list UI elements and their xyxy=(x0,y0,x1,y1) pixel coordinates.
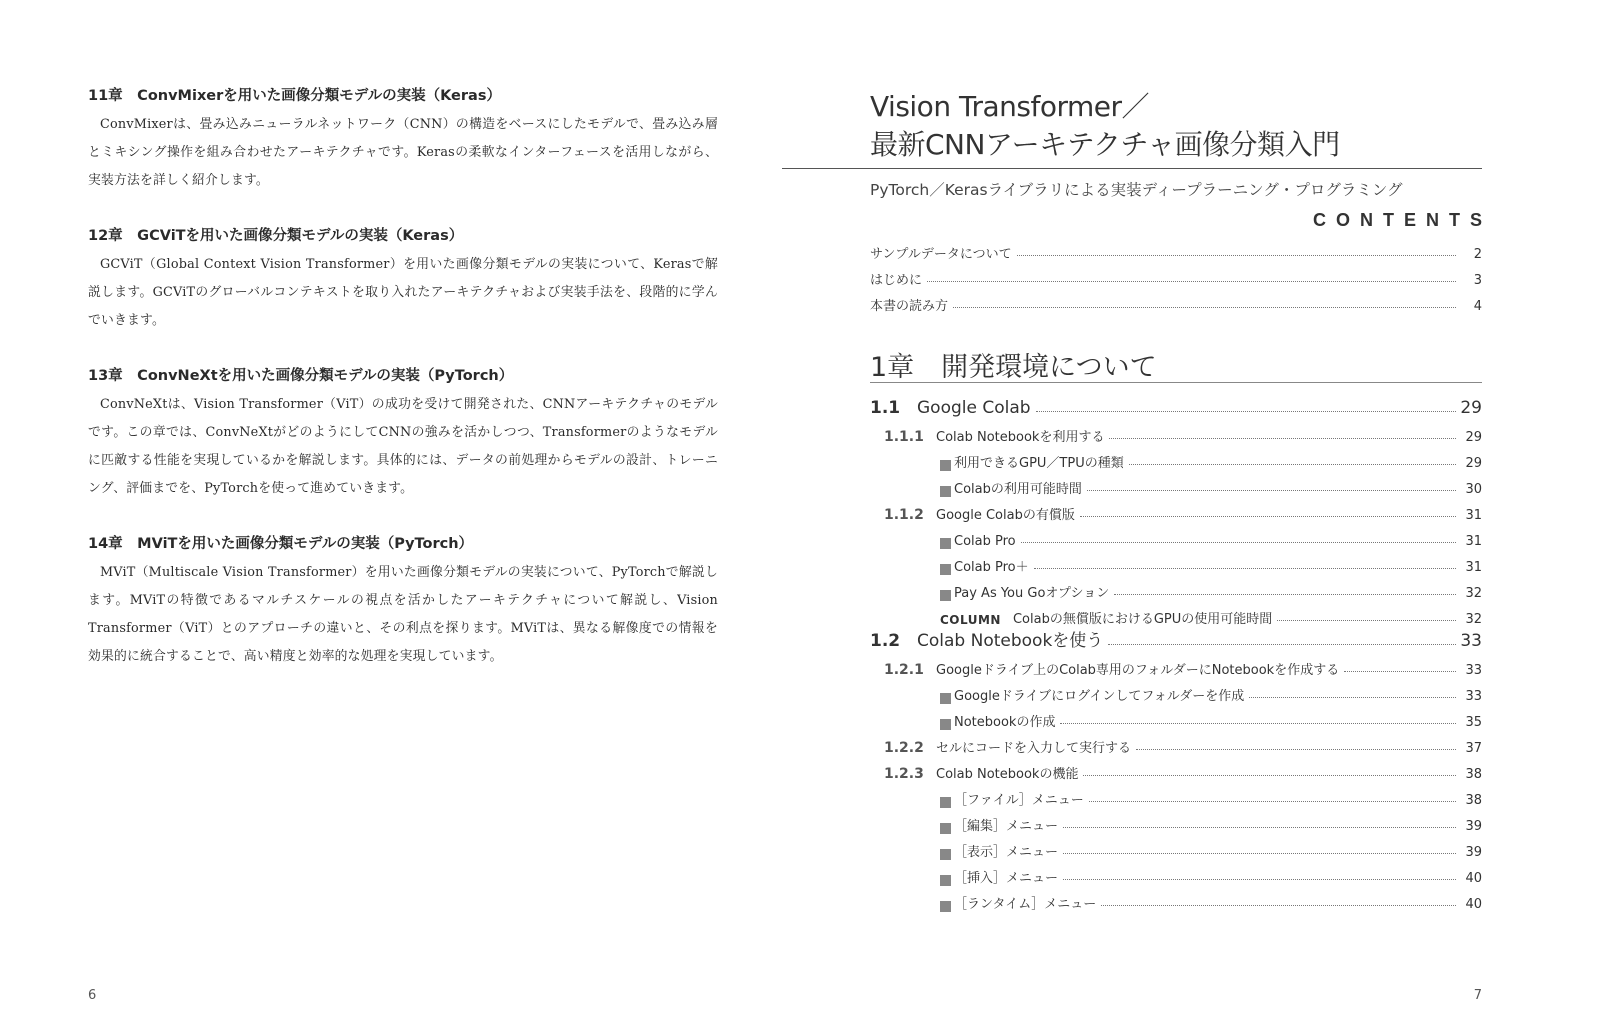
toc-entry-text: ［表示］メニュー xyxy=(954,845,1059,860)
toc-entry-front-matter[interactable] xyxy=(870,292,1482,314)
chapter-heading: 11章 ConvMixerを用いた画像分類モデルの実装（Keras） xyxy=(88,88,501,104)
leader-dots xyxy=(1108,643,1456,645)
toc-section[interactable] xyxy=(870,396,1482,418)
toc-page-number: 35 xyxy=(1465,715,1482,730)
toc-page-number: 31 xyxy=(1465,534,1482,549)
toc-section-number: 1.2 xyxy=(870,631,901,651)
toc-page-number: 39 xyxy=(1465,845,1482,860)
leader-dots xyxy=(1034,567,1456,569)
leader-dots xyxy=(1087,489,1456,491)
toc-section-number: 1.1 xyxy=(870,398,901,418)
square-bullet-icon xyxy=(940,797,951,808)
toc-page-number: 4 xyxy=(1473,299,1482,314)
toc-entry-text: Colabの利用可能時間 xyxy=(954,482,1082,497)
leader-dots xyxy=(1017,254,1456,256)
leader-dots xyxy=(1114,593,1456,595)
toc-entry-text: Google Colab xyxy=(917,398,1031,418)
leader-dots xyxy=(1101,904,1456,906)
chapter-summary-11 xyxy=(88,84,718,195)
toc-topic[interactable] xyxy=(870,475,1482,497)
chapter-summary-13 xyxy=(88,364,718,503)
toc-page-number: 39 xyxy=(1465,819,1482,834)
toc-topic[interactable] xyxy=(870,579,1482,601)
chapter-summary-14 xyxy=(88,532,718,671)
toc-page-number: 31 xyxy=(1465,508,1482,523)
toc-entry-text: Colab Notebookを使う xyxy=(917,631,1104,651)
toc-page-number: 33 xyxy=(1465,689,1482,704)
toc-topic[interactable] xyxy=(870,786,1482,808)
toc-topic[interactable] xyxy=(870,838,1482,860)
toc-entry-text: サンプルデータについて xyxy=(870,247,1012,262)
book-title-line-2: 最新CNNアーキテクチャ画像分類入門 xyxy=(870,128,1340,161)
toc-section-number: 1.2.2 xyxy=(884,740,924,756)
square-bullet-icon xyxy=(940,875,951,886)
square-bullet-icon xyxy=(940,693,951,704)
leader-dots xyxy=(1063,878,1456,880)
toc-entry-text: ［ファイル］メニュー xyxy=(954,793,1084,808)
contents-label-text: CONTENTS xyxy=(1313,210,1492,230)
chapter-description: ConvMixerは、畳み込みニューラルネットワーク（CNN）の構造をベースにしたモデルで、畳み込み層とミキシング操作を組み合わせたアーキテクチャです。Kerasの柔軟なインターフェースを活用しながら、実装方法を詳しく紹介します。 xyxy=(88,117,718,188)
square-bullet-icon xyxy=(940,460,951,471)
square-bullet-icon xyxy=(940,823,951,834)
toc-entry-text: Pay As You Goオプション xyxy=(954,586,1110,601)
toc-section-number: 1.1.2 xyxy=(884,507,924,523)
chapter-1-heading: 1章 開発環境について xyxy=(870,352,1157,383)
toc-page-number: 29 xyxy=(1465,430,1482,445)
toc-topic[interactable] xyxy=(870,812,1482,834)
toc-section-number: 1.1.1 xyxy=(884,429,924,445)
toc-page-number: 37 xyxy=(1465,741,1482,756)
leader-dots xyxy=(953,306,1456,308)
leader-dots xyxy=(1109,437,1456,439)
toc-entry-text: Notebookの作成 xyxy=(954,715,1056,730)
page-number-right: 7 xyxy=(1473,988,1482,1003)
toc-page-number: 31 xyxy=(1465,560,1482,575)
chapter-description: ConvNeXtは、Vision Transformer（ViT）の成功を受けて開発された、CNNアーキテクチャのモデルです。この章では、ConvNeXtがどのようにしてCNNの強みを活かしつつ、Transformerのようなモデルに匹敵する性能を実現しているかを解説します。具体的には、データの前処理からモデルの設計、トレーニング、評価までを、PyTorchを使って進めていきます。 xyxy=(88,397,718,496)
leader-dots xyxy=(1080,515,1456,517)
leader-dots xyxy=(1063,826,1456,828)
leader-dots xyxy=(927,280,1456,282)
toc-entry-text: 利用できるGPU／TPUの種類 xyxy=(954,456,1124,471)
toc-entry-front-matter[interactable] xyxy=(870,240,1482,262)
square-bullet-icon xyxy=(940,564,951,575)
chapter-description: MViT（Multiscale Vision Transformer）を用いた画像分類モデルの実装について、PyTorchで解説します。MViTの特徴であるマルチスケールの視点を活かしたアーキテクチャについて解説し、Vision Transformer（ViT）とのアプローチの違いと、その利点を探ります。MViTは、異なる解像度での情報を効果的に統合することで、高い精度と効率的な処理を実現しています。 xyxy=(88,565,718,664)
chapter-heading: 14章 MViTを用いた画像分類モデルの実装（PyTorch） xyxy=(88,536,474,552)
toc-column[interactable] xyxy=(870,605,1482,627)
toc-subsection[interactable] xyxy=(870,760,1482,782)
toc-page-number: 40 xyxy=(1465,897,1482,912)
toc-entry-text: ［編集］メニュー xyxy=(954,819,1059,834)
toc-section-number: 1.2.3 xyxy=(884,766,924,782)
toc-page-number: 33 xyxy=(1465,663,1482,678)
leader-dots xyxy=(1060,722,1456,724)
toc-page-number: 38 xyxy=(1465,767,1482,782)
toc-topic[interactable] xyxy=(870,708,1482,730)
square-bullet-icon xyxy=(940,719,951,730)
chapter-1-divider xyxy=(870,382,1482,383)
toc-topic[interactable] xyxy=(870,449,1482,471)
toc-entry-text: 本書の読み方 xyxy=(870,299,949,314)
toc-page-number: 38 xyxy=(1465,793,1482,808)
leader-dots xyxy=(1021,541,1456,543)
toc-page-number: 32 xyxy=(1465,586,1482,601)
toc-topic[interactable] xyxy=(870,527,1482,549)
toc-section[interactable] xyxy=(870,629,1482,651)
chapter-summary-12 xyxy=(88,224,718,335)
chapter-heading: 12章 GCViTを用いた画像分類モデルの実装（Keras） xyxy=(88,228,464,244)
leader-dots xyxy=(1083,774,1456,776)
column-tag: COLUMN xyxy=(940,613,1001,627)
leader-dots xyxy=(1277,619,1456,621)
square-bullet-icon xyxy=(940,486,951,497)
toc-page-number: 29 xyxy=(1460,398,1482,418)
title-divider xyxy=(782,168,1482,169)
leader-dots xyxy=(1129,463,1456,465)
chapter-heading: 13章 ConvNeXtを用いた画像分類モデルの実装（PyTorch） xyxy=(88,368,514,384)
toc-page-number: 29 xyxy=(1465,456,1482,471)
right-page xyxy=(800,0,1600,1033)
toc-subsection[interactable] xyxy=(870,501,1482,523)
toc-subsection[interactable] xyxy=(870,423,1482,445)
toc-entry-text: Googleドライブ上のColab専用のフォルダーにNotebookを作成する xyxy=(936,663,1340,678)
leader-dots xyxy=(1063,852,1456,854)
toc-page-number: 2 xyxy=(1473,247,1482,262)
leader-dots xyxy=(1036,410,1456,412)
toc-topic[interactable] xyxy=(870,553,1482,575)
toc-page-number: 40 xyxy=(1465,871,1482,886)
toc-entry-text: Colab Notebookを利用する xyxy=(936,430,1105,445)
square-bullet-icon xyxy=(940,849,951,860)
toc-entry-text: Colabの無償版におけるGPUの使用可能時間 xyxy=(1012,612,1273,627)
chapter-description: GCViT（Global Context Vision Transformer）を用いた画像分類モデルの実装について、Kerasで解説します。GCViTのグローバルコンテキストを取り入れたアーキテクチャおよび実装手法を、段階的に学んでいきます。 xyxy=(88,257,718,328)
toc-section-number: 1.2.1 xyxy=(884,662,924,678)
toc-entry-text: Colab Notebookの機能 xyxy=(936,767,1079,782)
page-number-left: 6 xyxy=(88,988,97,1003)
leader-dots xyxy=(1249,696,1456,698)
toc-subsection[interactable] xyxy=(870,656,1482,678)
toc-page-number: 33 xyxy=(1460,631,1482,651)
toc-entry-text: ［挿入］メニュー xyxy=(954,871,1059,886)
contents-label xyxy=(1313,210,1492,231)
leader-dots xyxy=(1089,800,1456,802)
toc-entry-text: Google Colabの有償版 xyxy=(936,508,1075,523)
toc-page-number: 32 xyxy=(1465,612,1482,627)
toc-page-number: 3 xyxy=(1473,273,1482,288)
toc-entry-text: ［ランタイム］メニュー xyxy=(954,897,1097,912)
toc-topic[interactable] xyxy=(870,890,1482,912)
toc-entry-text: セルにコードを入力して実行する xyxy=(936,741,1132,756)
toc-page-number: 30 xyxy=(1465,482,1482,497)
square-bullet-icon xyxy=(940,901,951,912)
book-subtitle: PyTorch／Kerasライブラリによる実装ディープラーニング・プログラミング xyxy=(870,181,1403,199)
square-bullet-icon xyxy=(940,538,951,549)
book-title xyxy=(870,88,1340,164)
toc-topic[interactable] xyxy=(870,864,1482,886)
toc-entry-text: Colab Pro＋ xyxy=(954,560,1029,575)
square-bullet-icon xyxy=(940,590,951,601)
toc-entry-text: Colab Pro xyxy=(954,534,1016,549)
leader-dots xyxy=(1344,670,1456,672)
leader-dots xyxy=(1136,748,1456,750)
toc-entry-front-matter[interactable] xyxy=(870,266,1482,288)
toc-entry-text: Googleドライブにログインしてフォルダーを作成 xyxy=(954,689,1245,704)
toc-topic[interactable] xyxy=(870,682,1482,704)
book-title-line-1: Vision Transformer／ xyxy=(870,90,1149,123)
toc-subsection[interactable] xyxy=(870,734,1482,756)
toc-entry-text: はじめに xyxy=(870,273,923,288)
